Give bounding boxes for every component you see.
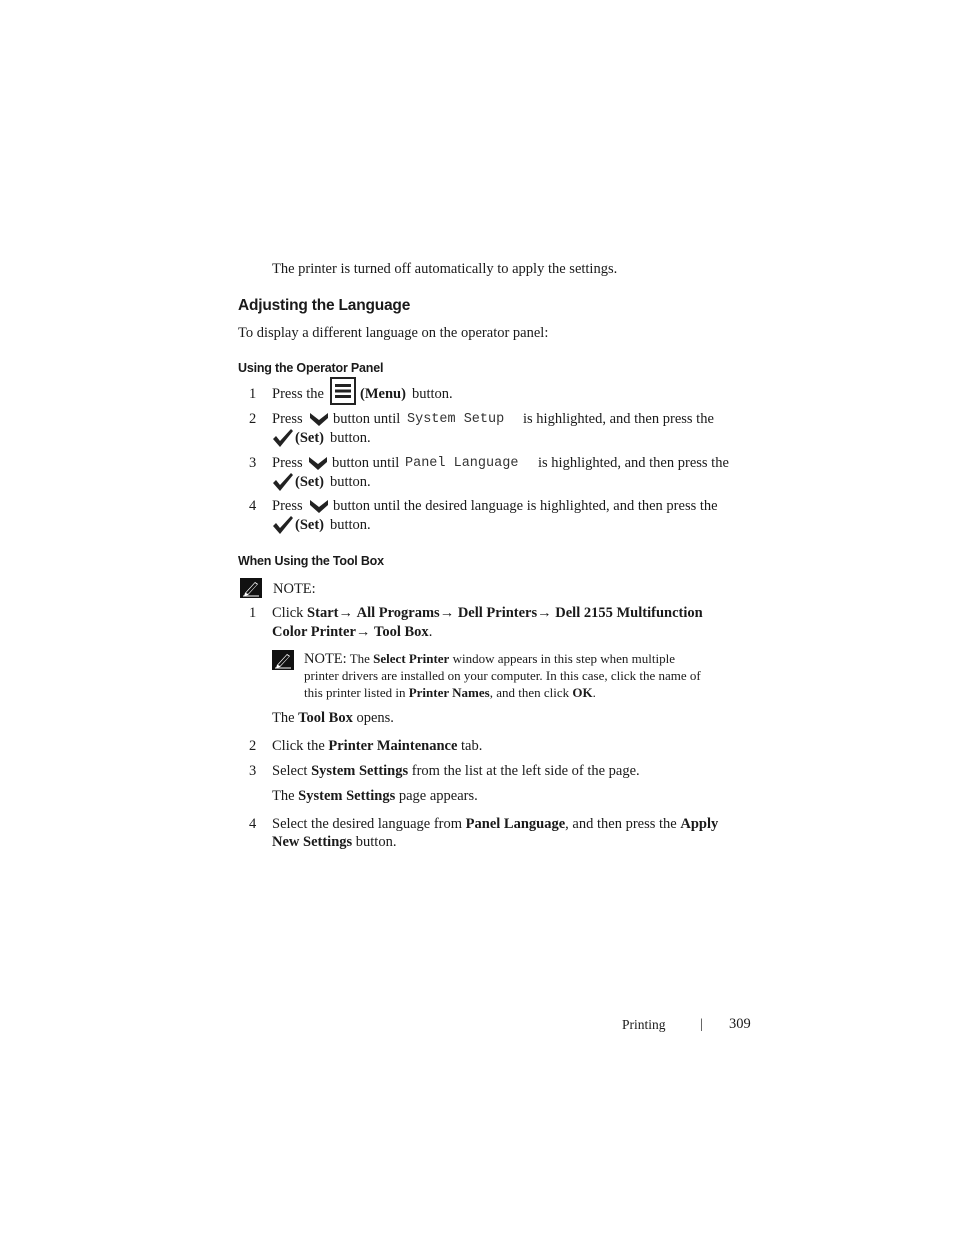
set-label: (Set) <box>295 474 324 490</box>
operator-panel-heading: Using the Operator Panel <box>238 361 384 375</box>
checkmark-icon <box>272 515 294 540</box>
step-number: 3 <box>249 763 257 779</box>
step-text-pre: Press <box>272 411 303 427</box>
note-text-line-3: this printer listed in Printer Names, and then click OK. <box>304 685 596 700</box>
note-label: NOTE: <box>273 581 316 597</box>
footer-separator: | <box>700 1016 703 1031</box>
intro-line: The printer is turned off automatically to apply the settings. <box>272 261 618 277</box>
step-line-2: New Settings button. <box>272 834 397 850</box>
checkmark-icon <box>272 472 294 497</box>
note-icon <box>240 578 262 603</box>
section-title: Adjusting the Language <box>238 297 411 314</box>
step-text-pre: Press <box>272 498 303 514</box>
step-number: 4 <box>249 816 257 832</box>
step-line-1: Click Start→ All Programs→ Dell Printers→ Dell 2155 Multifunction <box>272 605 703 621</box>
step-text-post: is highlighted, and then press the <box>523 411 714 427</box>
step-number: 2 <box>249 411 257 427</box>
menu-item-code: Panel Language <box>405 456 519 471</box>
step-text-mid: button until the desired language is highlighted, and then press the <box>333 498 718 514</box>
set-label: (Set) <box>295 517 324 533</box>
section-intro: To display a different language on the operator panel: <box>238 325 549 341</box>
down-arrow-icon <box>309 498 329 519</box>
step-line-2: Color Printer→ Tool Box. <box>272 624 433 640</box>
menu-item-code: System Setup <box>407 412 505 427</box>
down-arrow-icon <box>308 455 328 476</box>
tool-step-4 <box>0 816 954 856</box>
operator-step-3 <box>0 454 954 494</box>
set-label: (Set) <box>295 430 324 446</box>
step-text: Click the Printer Maintenance tab. <box>272 738 483 754</box>
tool-step-2 <box>0 738 954 758</box>
step-number: 4 <box>249 498 257 514</box>
operator-step-4 <box>0 497 954 537</box>
down-arrow-icon <box>309 411 329 432</box>
menu-label: (Menu) <box>360 386 406 402</box>
system-settings-appears: The System Settings page appears. <box>272 788 478 804</box>
step-number: 1 <box>249 605 257 621</box>
step-text-mid: button until <box>332 455 400 471</box>
step-text-post: button. <box>412 386 453 402</box>
checkmark-icon <box>272 428 294 453</box>
operator-step-1 <box>0 377 954 407</box>
step-number: 2 <box>249 738 257 754</box>
step-text-mid: button until <box>333 411 401 427</box>
step-text-end: button. <box>330 517 371 533</box>
step-text: Select System Settings from the list at the left side of the page. <box>272 763 640 779</box>
step-text-pre: Press the <box>272 386 324 402</box>
tool-step-1 <box>0 605 954 645</box>
tool-box-heading: When Using the Tool Box <box>238 554 384 568</box>
step-number: 1 <box>249 386 257 402</box>
step-number: 3 <box>249 455 257 471</box>
page-number: 309 <box>729 1016 751 1032</box>
tool-box-opens: The Tool Box opens. <box>272 710 394 726</box>
operator-step-2 <box>0 410 954 450</box>
step-line-1: Select the desired language from Panel Language, and then press the Apply <box>272 816 719 832</box>
footer-section: Printing <box>622 1017 666 1032</box>
note-icon <box>272 650 294 675</box>
note-text-line-2: printer drivers are installed on your computer. In this case, click the name of <box>304 668 701 683</box>
step-text-post: is highlighted, and then press the <box>538 455 729 471</box>
step-text-pre: Press <box>272 455 303 471</box>
step-text-end: button. <box>330 430 371 446</box>
menu-icon <box>330 377 356 410</box>
note-text-line-1: NOTE: The Select Printer window appears in this step when multiple <box>304 651 675 667</box>
tool-step-3 <box>0 763 954 783</box>
step-text-end: button. <box>330 474 371 490</box>
